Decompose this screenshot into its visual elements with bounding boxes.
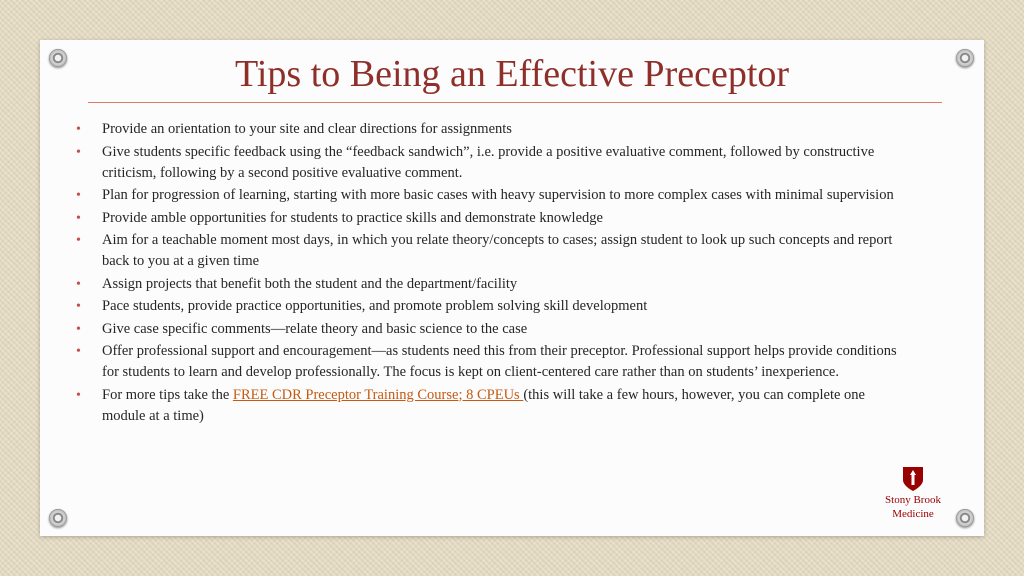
list-item — [76, 208, 906, 229]
bullet-icon: • — [76, 344, 81, 359]
bullet-icon: • — [76, 210, 81, 226]
list-item — [76, 185, 906, 206]
bullet-icon: • — [76, 188, 81, 203]
list-item — [76, 296, 906, 317]
list-item-text: Provide amble opportunities for students to practice skills and demonstrate knowledge — [102, 209, 603, 226]
list-item — [76, 319, 906, 340]
stony-brook-shield-icon — [902, 466, 924, 492]
logo-line-1: Stony Brook — [885, 494, 941, 506]
stony-brook-medicine-logo — [880, 466, 946, 520]
list-item-text: Give case specific comments—relate theory and basic science to the case — [102, 320, 528, 337]
bullet-icon: • — [76, 387, 81, 403]
pushpin-icon — [956, 509, 974, 527]
slide-title: Tips to Being an Effective Preceptor — [234, 53, 790, 95]
list-item-prefix: For more tips take the — [102, 386, 233, 403]
bullet-icon: • — [76, 299, 81, 314]
bullet-icon: • — [76, 144, 81, 160]
bullet-icon: • — [76, 321, 81, 337]
bullet-list — [76, 119, 906, 428]
list-item — [76, 274, 906, 295]
list-item — [76, 230, 906, 272]
bullet-icon: • — [76, 233, 81, 248]
list-item-text: Plan for progression of learning, starting with more basic cases with heavy supervision to more complex cases with minimal supervision — [102, 187, 894, 203]
bullet-icon: • — [76, 276, 81, 292]
list-item-suffix: (this will take a few hours, however, you can complete one module at a time) — [102, 386, 865, 424]
list-item-text: Provide an orientation to your site and clear directions for assignments — [102, 121, 512, 137]
list-item-text: Aim for a teachable moment most days, in which you relate theory/concepts to cases; assign student to look up such concepts and report back to you at a given time — [102, 232, 893, 269]
list-item — [76, 385, 906, 427]
list-item-text: Pace students, provide practice opportunities, and promote problem solving skill development — [102, 298, 648, 314]
list-item — [76, 142, 906, 184]
bullet-icon: • — [76, 122, 81, 137]
list-item-text: Give students specific feedback using the “feedback sandwich”, i.e. provide a positive evaluative comment, followed by constructive criticism, following by a second positive evaluative comment. — [102, 143, 875, 181]
title-divider — [88, 102, 942, 103]
list-item — [76, 119, 906, 140]
list-item — [76, 341, 906, 383]
cdr-training-course-link[interactable]: FREE CDR Preceptor Training Course; 8 CPEUs — [232, 386, 524, 403]
pushpin-icon — [49, 509, 67, 527]
list-item-text: Assign projects that benefit both the student and the department/facility — [102, 275, 518, 292]
list-item-text: Offer professional support and encouragement—as students need this from their preceptor. Professional support helps provide conditions for students to learn and develop professionally. The focus is kept on client-centered care rather than on students’ inexperience. — [102, 343, 897, 380]
logo-line-2: Medicine — [892, 508, 934, 520]
